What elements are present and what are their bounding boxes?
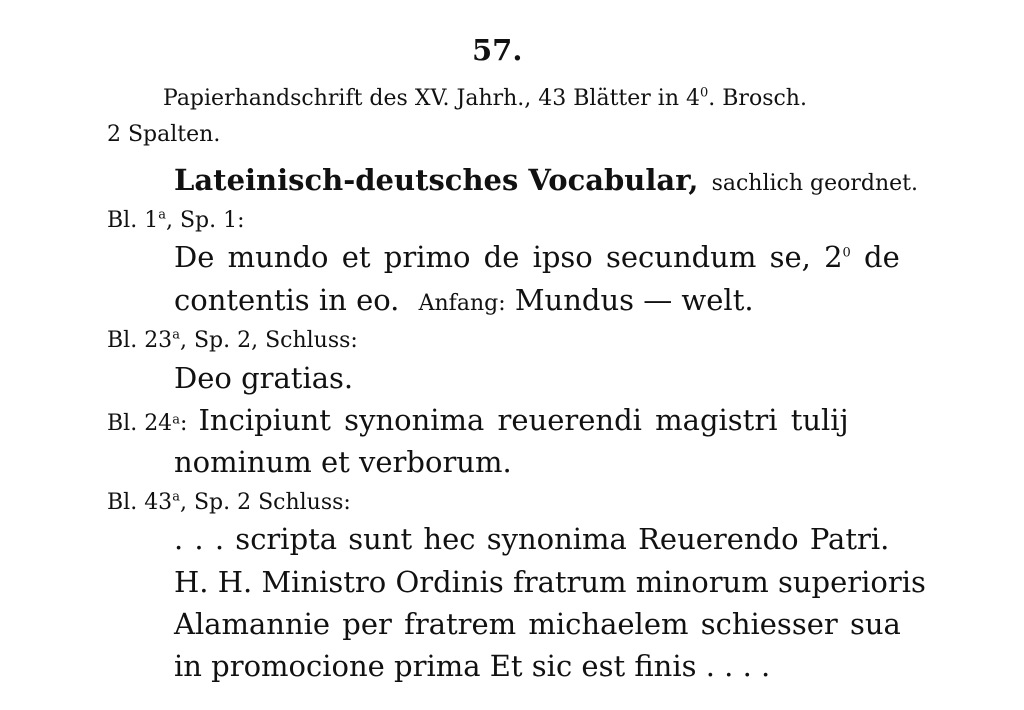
entry-3-line-2: nominum et verborum. xyxy=(174,445,512,479)
ref-prefix: Bl. 43 xyxy=(107,490,173,515)
entry-2-line-1: Deo gratias. xyxy=(174,361,354,395)
section-heading xyxy=(174,163,918,197)
entry-superscript: 0 xyxy=(842,245,851,261)
columns-note: 2 Spalten. xyxy=(107,122,221,147)
format-superscript: 0 xyxy=(700,85,709,101)
ref-superscript: a xyxy=(172,327,180,343)
description-text: Papierhandschrift des XV. Jahrh., 43 Blätter in 4 xyxy=(163,86,700,111)
entry-1-line-1 xyxy=(174,240,900,274)
ref-superscript: a xyxy=(158,207,166,223)
folio-reference-3 xyxy=(107,403,849,437)
entry-3-line-1: Incipiunt synonima reuerendi magistri tulij xyxy=(198,403,849,437)
entry-4-line-1: . . . scripta sunt hec synonima Reuerendo Patri. xyxy=(174,522,890,556)
folio-reference-1 xyxy=(107,207,245,233)
heading-title: Lateinisch-deutsches Vocabular, xyxy=(174,163,699,197)
folio-reference-2 xyxy=(107,327,358,353)
folio-reference-4 xyxy=(107,489,351,515)
entry-text-tail: de xyxy=(850,240,900,274)
ref-superscript: a xyxy=(172,412,180,428)
ref-superscript: a xyxy=(172,489,180,505)
ref-suffix: , Sp. 2 Schluss: xyxy=(179,490,351,515)
entry-text-tail: Mundus — welt. xyxy=(514,283,754,317)
page-number: 57. xyxy=(472,33,523,67)
manuscript-description xyxy=(163,85,807,111)
heading-subtitle: sachlich geordnet. xyxy=(711,171,918,196)
ref-suffix: : xyxy=(179,411,188,436)
incipit-label: Anfang: xyxy=(418,291,506,316)
ref-prefix: Bl. 1 xyxy=(107,208,159,233)
ref-prefix: Bl. 23 xyxy=(107,328,173,353)
entry-4-line-4: in promocione prima Et sic est finis . . . . xyxy=(174,649,771,683)
ref-suffix: , Sp. 1: xyxy=(165,208,245,233)
entry-4-line-3: Alamannie per fratrem michaelem schiesser sua xyxy=(174,607,901,641)
entry-text: contentis in eo. xyxy=(174,283,400,317)
entry-4-line-2: H. H. Ministro Ordinis fratrum minorum superioris xyxy=(174,565,926,599)
ref-prefix: Bl. 24 xyxy=(107,411,173,436)
entry-1-line-2 xyxy=(174,283,754,317)
ref-suffix: , Sp. 2, Schluss: xyxy=(179,328,358,353)
entry-text: De mundo et primo de ipso secundum se, 2 xyxy=(174,240,843,274)
description-tail: . Brosch. xyxy=(708,86,807,111)
